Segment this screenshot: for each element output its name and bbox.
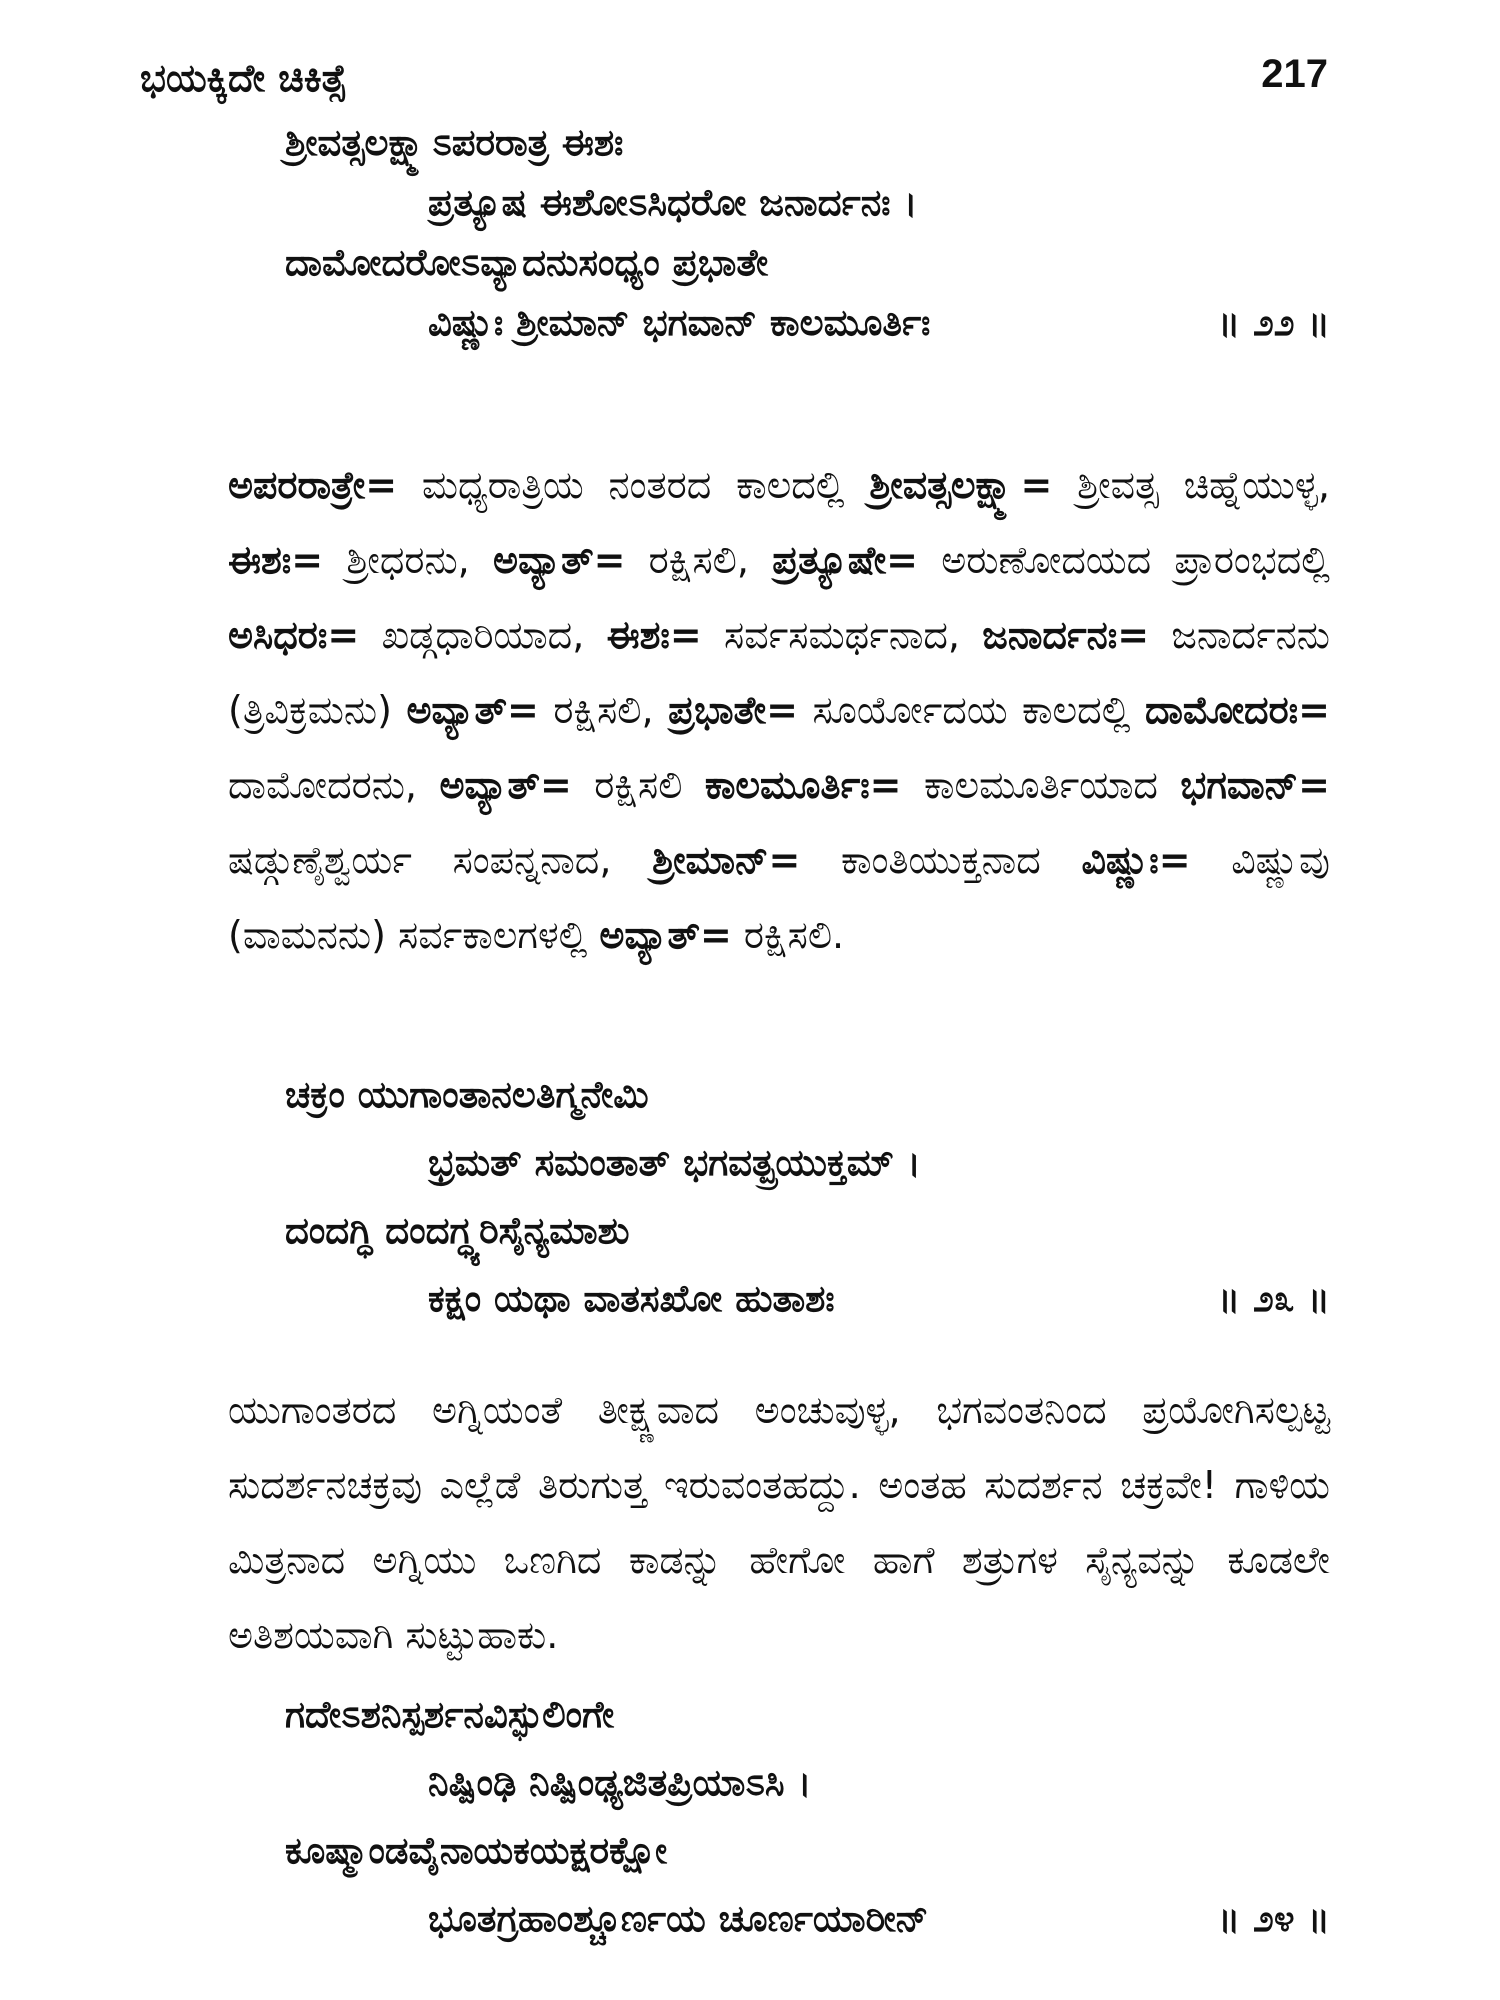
verse-number: ॥ ೨೨ ॥	[1217, 301, 1330, 344]
gloss-text: ರಕ್ಷಿಸಲಿ	[571, 763, 705, 807]
verse-line: ಗದೇಽಶನಿಸ್ಪರ್ಶನವಿಸ್ಫುಲಿಂಗೇ	[285, 1693, 615, 1736]
verse-line: ಪ್ರತ್ಯೂಷ ಈಶೋಽಸಿಧರೋ ಜನಾರ್ದನಃ ।	[428, 181, 918, 224]
commentary-verse-23: ಯುಗಾಂತರದ ಅಗ್ನಿಯಂತೆ ತೀಕ್ಷ್ಣವಾದ ಅಂಚುವುಳ್ಳ, ಭಗವಂತನಿಂದ ಪ್ರಯೋಗಿಸಲ್ಪಟ್ಟ ಸುದರ್ಶನಚಕ್ರವು ಎಲ್ಲೆಡೆ ತಿರುಗುತ್ತ ಇರುವಂತಹದ್ದು. ಅಂತಹ ಸುದರ್ಶನ ಚಕ್ರವೇ! ಗಾಳಿಯ ಮಿತ್ರನಾದ ಅಗ್ನಿಯು ಒಣಗಿದ ಕಾಡನ್ನು ಹೇಗೋ ಹಾಗೆ ಶತ್ರುಗಳ ಸೈನ್ಯವನ್ನು ಕೂಡಲೇ ಅತಿಶಯವಾಗಿ ಸುಟ್ಟುಹಾಕು.	[228, 1388, 1330, 1657]
glossed-term: ಅಪರರಾತ್ರೇ=	[228, 463, 398, 507]
verse-line: ದಂದಗ್ಧಿ ದಂದಗ್ಧ್ಯರಿಸೈನ್ಯಮಾಶು	[285, 1209, 630, 1252]
commentary-verse-22	[228, 448, 1330, 973]
gloss-text: ಕಾಂತಿಯುಕ್ತನಾದ	[800, 838, 1082, 882]
gloss-text: ರಕ್ಷಿಸಲಿ,	[625, 538, 773, 582]
gloss-text: ದಾಮೋದರನು,	[228, 763, 440, 807]
running-header-title: ಭಯಕ್ಕಿದೇ ಚಿಕಿತ್ಸೆ	[140, 56, 347, 100]
gloss-text: ಷಡ್ಗುಣೈಶ್ವರ್ಯ ಸಂಪನ್ನನಾದ,	[228, 838, 653, 882]
glossed-term: ಶ್ರೀವತ್ಸಲಕ್ಷ್ಮಾ=	[869, 463, 1053, 507]
glossed-term: ಪ್ರತ್ಯೂಷೇ=	[772, 538, 918, 582]
verse-line: ನಿಷ್ಪಿಂಢಿ ನಿಷ್ಪಿಂಢ್ಯಜಿತಪ್ರಿಯಾಽಸಿ ।	[428, 1761, 812, 1804]
verse-line: ಭ್ರಮತ್ ಸಮಂತಾತ್ ಭಗವತ್ಪ್ರಯುಕ್ತಮ್ ।	[428, 1141, 921, 1184]
verse-number: ॥ ೨೩ ॥	[1217, 1277, 1330, 1320]
gloss-text: ಅರುಣೋದಯದ ಪ್ರಾರಂಭದಲ್ಲಿ	[918, 538, 1330, 582]
glossed-term: ಈಶಃ=	[228, 538, 324, 582]
gloss-text: ರಕ್ಷಿಸಲಿ,	[538, 688, 669, 732]
glossed-term: ಕಾಲಮೂರ್ತಿಃ=	[704, 763, 902, 807]
glossed-term: ಪ್ರಭಾತೇ=	[668, 688, 798, 732]
gloss-text: ಜನಾರ್ದನನು (ತ್ರಿವಿಕ್ರಮನು)	[228, 613, 1330, 732]
page-number: 217	[1261, 52, 1328, 96]
glossed-term: ಅವ್ಯಾತ್=	[439, 763, 572, 807]
verse-line: ಕಕ್ಷಂ ಯಥಾ ವಾತಸಖೋ ಹುತಾಶಃ	[428, 1277, 835, 1320]
gloss-text: ವಿಷ್ಣುವು (ವಾಮನನು) ಸರ್ವಕಾಲಗಳಲ್ಲಿ	[228, 838, 1330, 957]
verse-line: ಚಕ್ರಂ ಯುಗಾಂತಾನಲತಿಗ್ಮನೇಮಿ	[285, 1073, 649, 1116]
verse-number: ॥ ೨೪ ॥	[1217, 1897, 1330, 1940]
verse-line: ಭೂತಗ್ರಹಾಂಶ್ಚೂರ್ಣಯ ಚೂರ್ಣಯಾರೀನ್	[428, 1897, 929, 1940]
gloss-text: ಸರ್ವಸಮರ್ಥನಾದ,	[701, 613, 983, 657]
verse-line: ವಿಷ್ಣುಃ ಶ್ರೀಮಾನ್ ಭಗವಾನ್ ಕಾಲಮೂರ್ತಿಃ	[428, 301, 931, 344]
verse-line: ಕೂಷ್ಮಾಂಡವೈನಾಯಕಯಕ್ಷರಕ್ಷೋ	[285, 1829, 668, 1872]
gloss-text: ಕಾಲಮೂರ್ತಿಯಾದ	[901, 763, 1181, 807]
glossed-term: ಈಶಃ=	[606, 613, 702, 657]
glossed-term: ಜನಾರ್ದನಃ=	[982, 613, 1150, 657]
glossed-term: ಅಸಿಧರಃ=	[228, 613, 360, 657]
glossed-term: ದಾಮೋದರಃ=	[1144, 688, 1330, 732]
verse-line: ದಾಮೋದರೋಽವ್ಯಾದನುಸಂಧ್ಯಂ ಪ್ರಭಾತೇ	[285, 241, 769, 284]
gloss-text: ಶ್ರೀಧರನು,	[323, 538, 494, 582]
gloss-text: ಖಡ್ಗಧಾರಿಯಾದ,	[359, 613, 607, 657]
gloss-text: ಶ್ರೀವತ್ಸ ಚಿಹ್ನೆಯುಳ್ಳ,	[1052, 463, 1330, 507]
glossed-term: ಅವ್ಯಾತ್=	[599, 913, 732, 957]
gloss-text: ಸೂರ್ಯೋದಯ ಕಾಲದಲ್ಲಿ	[797, 688, 1145, 732]
gloss-text: ರಕ್ಷಿಸಲಿ.	[731, 913, 845, 957]
glossed-term: ಶ್ರೀಮಾನ್=	[652, 838, 801, 882]
gloss-text: ಮಧ್ಯರಾತ್ರಿಯ ನಂತರದ ಕಾಲದಲ್ಲಿ	[397, 463, 870, 507]
verse-line: ಶ್ರೀವತ್ಸಲಕ್ಷ್ಮಾಽಪರರಾತ್ರ ಈಶಃ	[285, 121, 624, 164]
glossed-term: ಅವ್ಯಾತ್=	[406, 688, 539, 732]
glossed-term: ವಿಷ್ಣುಃ=	[1081, 838, 1191, 882]
glossed-term: ಭಗವಾನ್=	[1180, 763, 1330, 807]
glossed-term: ಅವ್ಯಾತ್=	[493, 538, 626, 582]
